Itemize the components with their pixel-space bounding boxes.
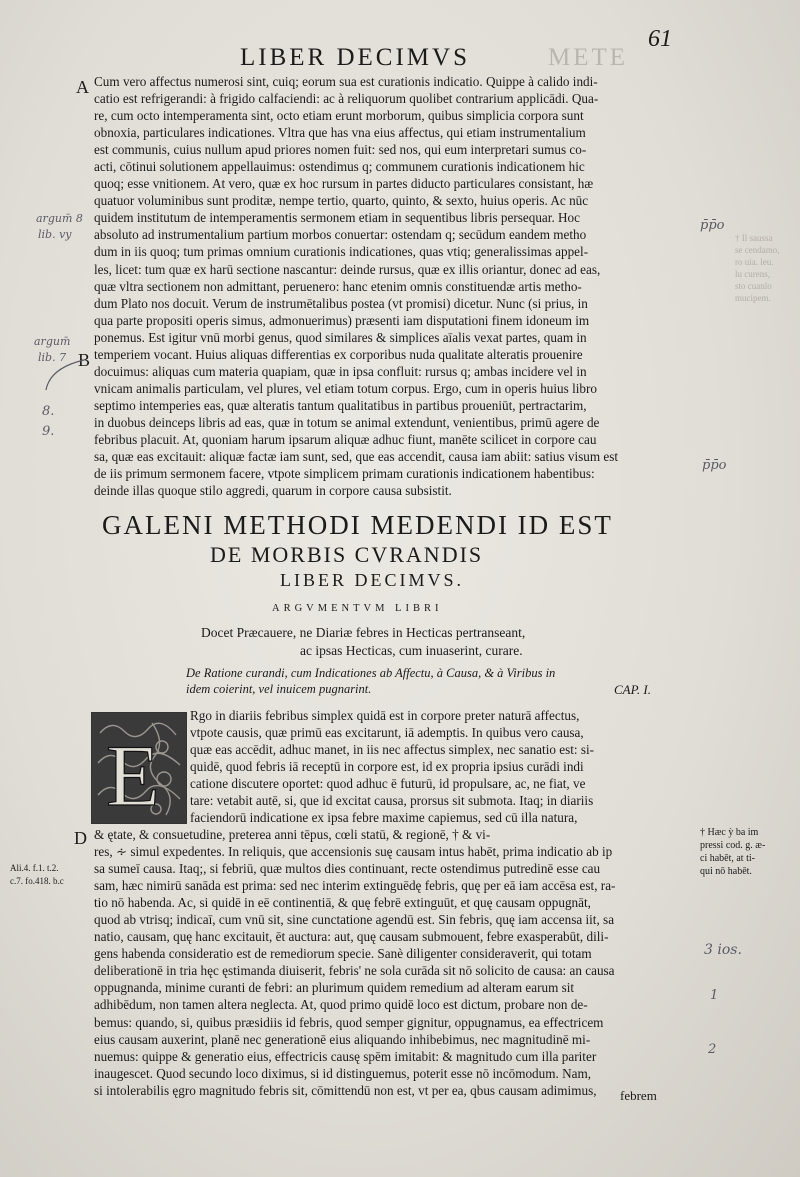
handwritten-note: lib. 7: [38, 351, 67, 364]
decorated-initial-e: [91, 712, 187, 824]
handwritten-note: p̄p̄o: [702, 458, 727, 473]
argumentum-heading: ARGVMENTVM LIBRI: [272, 603, 443, 614]
text-line: sam, hæc nimirū sanāda est prima: sed nec interim extinguēdę febris, quę per eā iam accēsa est, ra-: [94, 878, 616, 894]
text-line: gens habenda consideratio est de remediorum specie. Sanè diligenter consideraverit, qui totam: [94, 946, 592, 962]
text-line: tio nō habenda. Ac, si quidē in eē continentiā, & quę febrē extinguūt, et quę causam oppugnāt,: [94, 895, 591, 911]
chapter-number: CAP. I.: [614, 682, 651, 697]
text-line: vnicam animalis particulam, vel plures, vel etiam totum corpus. Ergo, cum in operis huius libro: [94, 380, 597, 396]
text-line: faciendorū indicatione ex ipsa febre maxime capiemus, sed cū illa natura,: [190, 810, 578, 826]
text-line: de iis primum sermonem facere, vtpote simplicem primam curationis indicationem habentibus:: [94, 466, 595, 482]
chapter-heading: idem coierint, vel inuicem pugnarint.: [186, 682, 372, 696]
text-line: est communis, cuius nullum apud priores nomen fuit: sed nos, qui eum interpretari sumus co-: [94, 142, 587, 158]
text-line: res, ∻ simul expedentes. In reliquis, que accensionis suę causam intus habēt, prima indicatio ab ip: [94, 844, 613, 860]
book-subtitle: DE MORBIS CVRANDIS: [210, 542, 484, 567]
text-line: & ętate, & consuetudine, preterea anni tēpus, cœli statū, & regionē, † & vi-: [94, 827, 491, 842]
section-marker-a: A: [76, 77, 89, 97]
show-through-title: METE: [548, 44, 629, 71]
text-line: quæ eas accēdit, adhuc manet, in iis nec affectus simplex, nec sanatio est: si-: [190, 742, 595, 758]
text-line: docuimus: aliquas cum materia quapiam, quæ in ipsa confluit: rursus q; ambas incidere vel in: [94, 363, 587, 379]
text-line: absoluto ad instrumentalium partium morbos conuertar: ostendam q; secūdum eandem metho: [94, 227, 587, 243]
section-marker-b: B: [78, 350, 91, 370]
handwritten-note: 9.: [42, 424, 55, 439]
text-line: sa sumeī causa. Itaq;, si febriū, quæ multos dies continuant, recte ostendimus putredinē esse cau: [94, 861, 601, 877]
handwritten-note: argum̄ 8: [36, 212, 83, 225]
book-number: LIBER DECIMVS.: [280, 570, 465, 590]
text-line: deliberationē in tria hęc ęstimanda diuiserit, febris' ne sola curāda sit nō solicito de causa: an causa: [94, 963, 615, 979]
text-line: in duobus deinceps libris ad eas, quæ in totum se animal extendunt, venientibus, primū agere de: [94, 414, 600, 430]
text-line: catione discutere oportet: quod adhuc ē futurū, id propulsare, ac, ne fiat, ve: [190, 776, 586, 792]
body-paragraph-3: [94, 826, 688, 1099]
svg-text:E: E: [106, 728, 160, 823]
text-line: quidē, quod febris iā receptū in corpore est, id ex propria ipsius curādi indi: [190, 759, 584, 775]
body-paragraph-1: [94, 73, 688, 499]
handwritten-note: argum̄: [34, 335, 71, 348]
text-line: qua parte propositi operis simus, admonuerimus) præsenti iam disputationi finem idoneum im: [94, 312, 590, 328]
text-line: quoq; esse vnitionem. At vero, quæ ex hoc rursum in partes diducto particulares consistant, hæ: [94, 176, 594, 192]
text-line: deinde illas quoque stilo aggredi, quarum in corpore causa subsistit.: [94, 483, 452, 499]
handwritten-note: 3 ios.: [704, 942, 742, 958]
text-line: septimo intemperies eas, quæ alteratis tantum qualitatibus in partibus proueniūt, pertractarim,: [94, 397, 587, 413]
printed-margin-note-right: † Hæc ỳ ba im pressi cod. g. æ- ci habēt, at ti- qui nō habēt.: [700, 827, 766, 877]
text-line: tare: vetabit autē, si, que id excitat causa, prorsus sit submota. Itaq; in diariis: [190, 793, 594, 809]
text-line: les, licet: tum quæ ex harū sectione nascantur: deinde rursus, quæ ex illis oriantur, donec ad eas,: [94, 261, 601, 277]
text-line: inaugescet. Quod secundo loco diximus, si id distinguemus, poterit esse nō incōmodum. Nam,: [94, 1065, 592, 1081]
chapter-heading: De Ratione curandi, cum Indicationes ab Affectu, à Causa, & à Viribus in: [186, 666, 556, 680]
section-marker-d: D: [74, 828, 87, 848]
handwritten-note: 8.: [42, 404, 55, 419]
text-line: si intolerabilis ęgro magnitudo febris sit, cōmittendū non est, vt per ea, qbus causam adimimus,: [94, 1082, 597, 1098]
text-line: bemus: quando, si, quibus præsidiis id febris, quod semper gignitur, oppugnamus, ea effectricem: [94, 1014, 604, 1030]
handwritten-note: 1: [710, 988, 719, 1003]
argumentum-line: Docet Præcauere, ne Diariæ febres in Hecticas pertranseant,: [201, 625, 526, 640]
text-line: dum in iis quoq; tum primas omnium curationis indicationes, quas vtiq; generalissimas appel-: [94, 244, 589, 260]
text-line: acti, cōtinui solutionem appellauimus: ostendimus q; communem curationis indicationem hic: [94, 159, 585, 175]
text-line: eius causam auxerint, planē nec generationē eius aliquando inhibebimus, nec magnitudinē mi-: [94, 1031, 591, 1047]
text-line: temperiem vocant. Huius aliquas differentias ex corporibus nuda qualitate alteratis prouenire: [94, 346, 583, 362]
text-line: catio est refrigerandi: à frigido calfaciendi: ac à reliquorum quolibet contrarium applicādi. Qua-: [94, 91, 599, 107]
text-line: sa, quæ eas excitauit: aliquæ factæ iam sunt, sed, que eas accendit, causa iam abiit: satius visum est: [94, 449, 619, 465]
text-line: febribus placuit. At, quoniam harum ipsarum aliquæ adhuc fiunt, manēte scilicet in corpore cau: [94, 431, 597, 447]
text-line: ponemus. Est igitur vnū morbi genus, quod similares & simplices aīalis vexat partes, quam in: [94, 329, 587, 345]
book-title: GALENI METHODI MEDENDI ID EST: [102, 510, 613, 540]
catchword: febrem: [620, 1088, 657, 1103]
text-line: quod ab vtrisq; indicaī, cum vnū sit, sine cunctatione agendū est. Sin febris, quę iam accensa iit, sa: [94, 912, 615, 928]
text-line: natio, causam, quę hanc excitauit, ēt auctura: aut, quę causam submouent, febre exasperabūt, dili-: [94, 929, 609, 945]
text-line: adhibēdum, non tamen altera neglecta. At, quod primo quidē loco est dictum, probare non de-: [94, 997, 588, 1013]
text-line: Rgo in diariis febribus simplex quidā est in corpore preter naturā affectus,: [190, 708, 580, 723]
text-line: quæ vltra sectionem non admittant, peruenero: hanc etenim omnis constituendæ artis metho-: [94, 278, 582, 294]
text-line: quidem institutum de intemperamentis sermonem etiam in sequentibus libris persequar. Hoc: [94, 210, 581, 226]
running-title: LIBER DECIMVS: [240, 44, 470, 71]
printed-margin-note-left: Ali.4. f.1. t.2. c.7. fo.418. b.c: [10, 863, 64, 886]
text-line: nuemus: quippe & generatio eius, effectricis causę spēm imitabit: & magnitudo cum illa pariter: [94, 1048, 597, 1064]
text-line: dum Plato nos docuit. Verum de instrumētalibus postea (vt promisi) dicetur. Nunc (si prius, in: [94, 295, 588, 311]
text-line: oppugnanda, minime curanti de febri: an plurimum quidem remedium ad alteram earum sit: [94, 980, 575, 996]
handwritten-note: 2: [708, 1042, 717, 1057]
handwritten-note: p̄p̄o: [700, 218, 725, 233]
text-line: quatuor voluminibus sunt proditæ, nempe tertio, quarto, quinto, & sexto, huius operis. Ac nūc: [94, 193, 589, 209]
text-line: Cum vero affectus numerosi sint, cuiq; eorum sua est curationis indicatio. Quippe à calido indi-: [94, 74, 598, 89]
text-line: re, cum octo intemperamenta sint, octo etiam erunt morborum, quibus simplicia corpora sunt: [94, 108, 584, 124]
show-through-text: † Il saussa se cendamo, ro uia. leu. lu curens, sto cuanlo mucipem.: [735, 233, 780, 303]
text-line: obnoxia, particulares indicationes. Vltra que has vna eius affectus, qui etiam instrumentalium: [94, 125, 586, 141]
handwritten-note: lib. vy: [38, 228, 72, 241]
argumentum-line: ac ipsas Hecticas, cum inuaserint, curare.: [300, 643, 523, 658]
text-line: vtpote causis, quæ primū eas excitarunt, iā ademptis. In quibus vero causa,: [190, 725, 584, 741]
page-number: 61: [648, 26, 672, 52]
body-paragraph-2: [190, 707, 690, 826]
pen-bracket-stroke: [40, 356, 90, 396]
